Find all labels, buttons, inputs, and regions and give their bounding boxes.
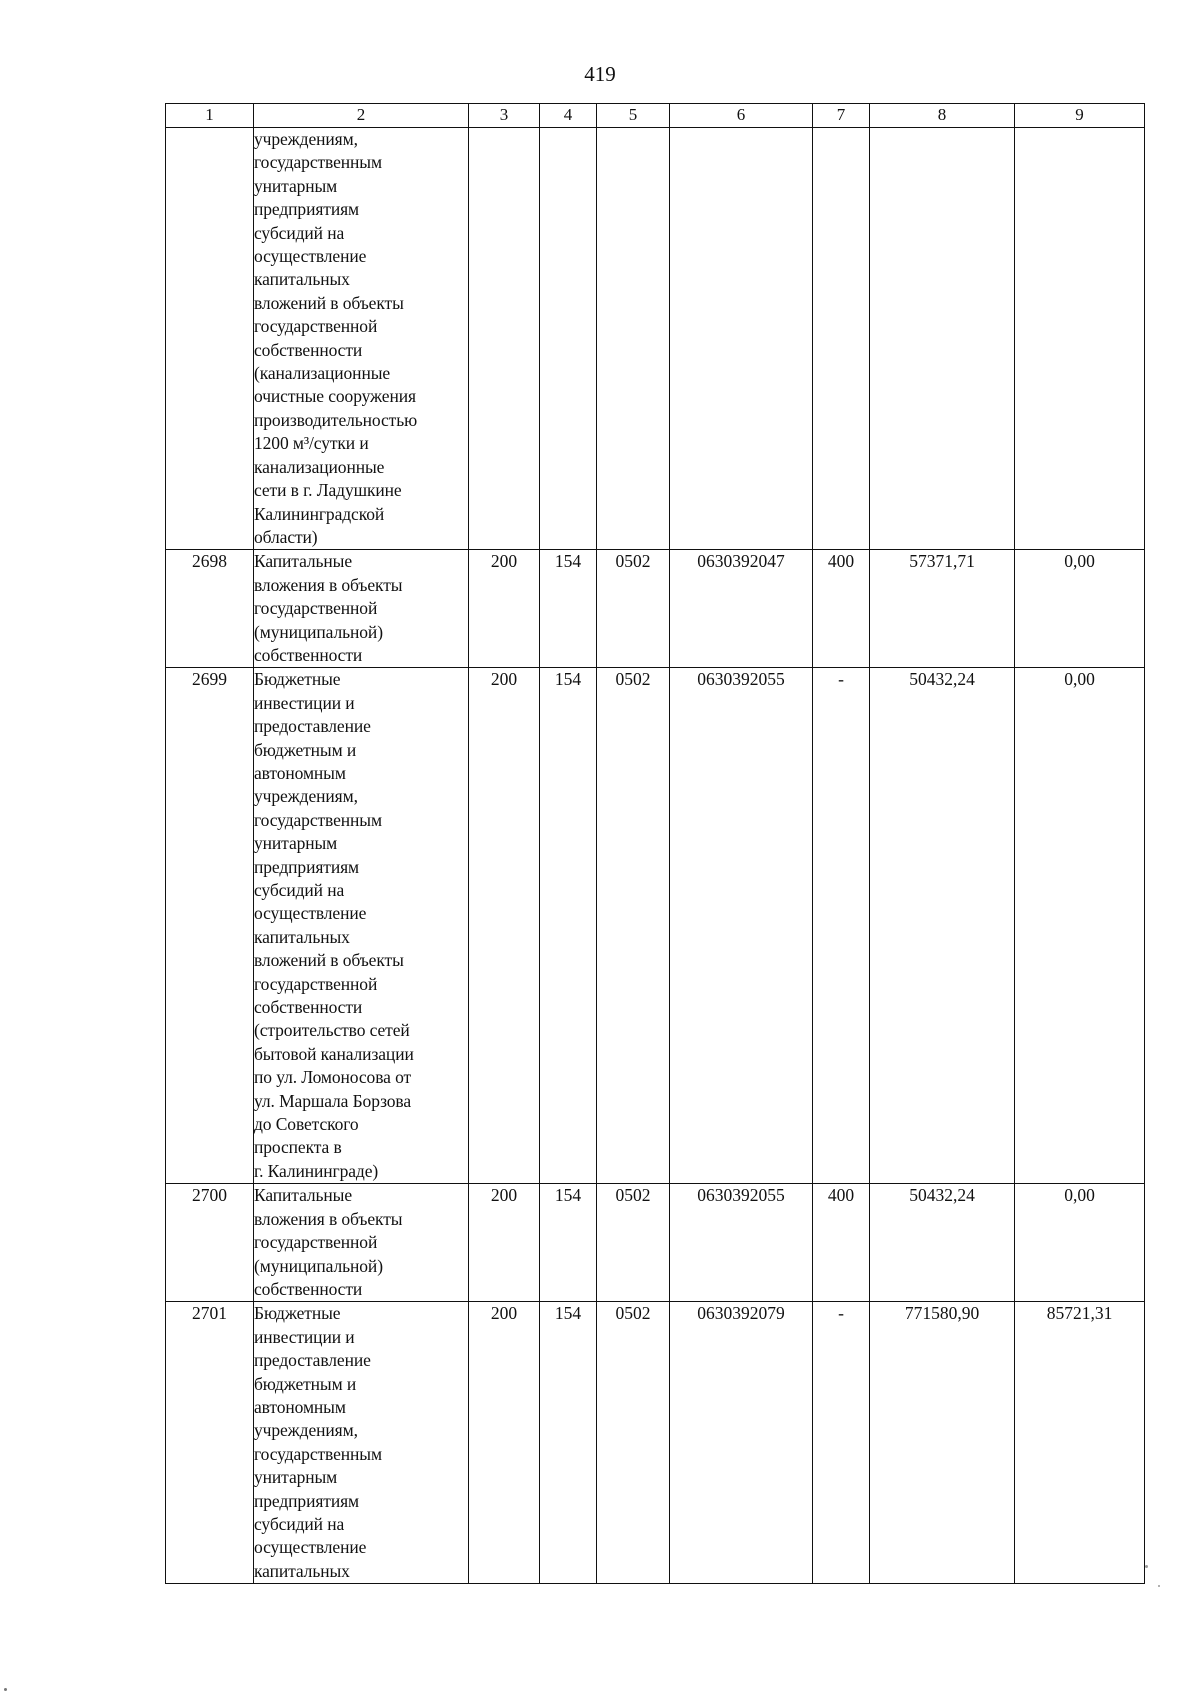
amount-cell: 771580,90: [870, 1302, 1015, 1584]
column-header-7: 7: [813, 104, 870, 128]
scan-speck: [1145, 1565, 1148, 1568]
code-cell: [813, 128, 870, 550]
table-row: [166, 1184, 1145, 1302]
table-row: [166, 668, 1145, 1184]
code-cell: 0502: [597, 550, 670, 668]
code-cell: 154: [540, 668, 597, 1184]
column-header-2: 2: [254, 104, 469, 128]
code-cell: 0630392055: [670, 1184, 813, 1302]
code-cell: 154: [540, 1184, 597, 1302]
code-cell: 200: [469, 668, 540, 1184]
code-cell: 0630392079: [670, 1302, 813, 1584]
code-cell: 0630392055: [670, 668, 813, 1184]
item-name-cell: Капитальные вложения в объекты государственной (муниципальной) собственности: [254, 550, 469, 668]
row-number-cell: [166, 128, 254, 550]
table-row: [166, 128, 1145, 550]
item-name-cell: Бюджетные инвестиции и предоставление бюджетным и автономным учреждениям, государственным унитарным предприятиям субсидий на осуществление капитальных вложений в объекты государственной собственности (строительство сетей бытовой канализации по ул. Ломоносова от ул. Маршала Борзова до Советского проспекта в г. Калининграде): [254, 668, 469, 1184]
scan-speck: [1158, 1585, 1160, 1587]
code-cell: 154: [540, 1302, 597, 1584]
row-number-cell: 2700: [166, 1184, 254, 1302]
scan-speck: [4, 1688, 7, 1691]
code-cell: -: [813, 1302, 870, 1584]
row-number-cell: 2698: [166, 550, 254, 668]
column-header-1: 1: [166, 104, 254, 128]
item-name-cell: учреждениям, государственным унитарным предприятиям субсидий на осуществление капитальных вложений в объекты государственной собственности (канализационные очистные сооружения производительностью 1200 м³/сутки и канализационные сети в г. Ладушкине Калининградской области): [254, 128, 469, 550]
amount-cell: 57371,71: [870, 550, 1015, 668]
column-header-8: 8: [870, 104, 1015, 128]
amount-cell: 0,00: [1015, 1184, 1145, 1302]
code-cell: 0502: [597, 1302, 670, 1584]
code-cell: -: [813, 668, 870, 1184]
column-header-5: 5: [597, 104, 670, 128]
amount-cell: 50432,24: [870, 1184, 1015, 1302]
header-row: [166, 104, 1145, 128]
code-cell: 200: [469, 550, 540, 668]
column-header-4: 4: [540, 104, 597, 128]
amount-cell: [870, 128, 1015, 550]
code-cell: 0502: [597, 1184, 670, 1302]
table-row: [166, 1302, 1145, 1584]
code-cell: 0630392047: [670, 550, 813, 668]
code-cell: 0502: [597, 668, 670, 1184]
amount-cell: 50432,24: [870, 668, 1015, 1184]
column-header-6: 6: [670, 104, 813, 128]
amount-cell: [1015, 128, 1145, 550]
row-number-cell: 2699: [166, 668, 254, 1184]
column-header-9: 9: [1015, 104, 1145, 128]
amount-cell: 0,00: [1015, 668, 1145, 1184]
code-cell: 154: [540, 550, 597, 668]
code-cell: 400: [813, 1184, 870, 1302]
code-cell: 400: [813, 550, 870, 668]
amount-cell: 0,00: [1015, 550, 1145, 668]
amount-cell: 85721,31: [1015, 1302, 1145, 1584]
code-cell: 200: [469, 1302, 540, 1584]
code-cell: [540, 128, 597, 550]
budget-table: [165, 103, 1145, 1584]
page-number: 419: [584, 62, 616, 86]
item-name-cell: Бюджетные инвестиции и предоставление бюджетным и автономным учреждениям, государственным унитарным предприятиям субсидий на осуществление капитальных: [254, 1302, 469, 1584]
table-row: [166, 550, 1145, 668]
column-header-3: 3: [469, 104, 540, 128]
code-cell: [469, 128, 540, 550]
row-number-cell: 2701: [166, 1302, 254, 1584]
code-cell: 200: [469, 1184, 540, 1302]
code-cell: [597, 128, 670, 550]
code-cell: [670, 128, 813, 550]
item-name-cell: Капитальные вложения в объекты государственной (муниципальной) собственности: [254, 1184, 469, 1302]
